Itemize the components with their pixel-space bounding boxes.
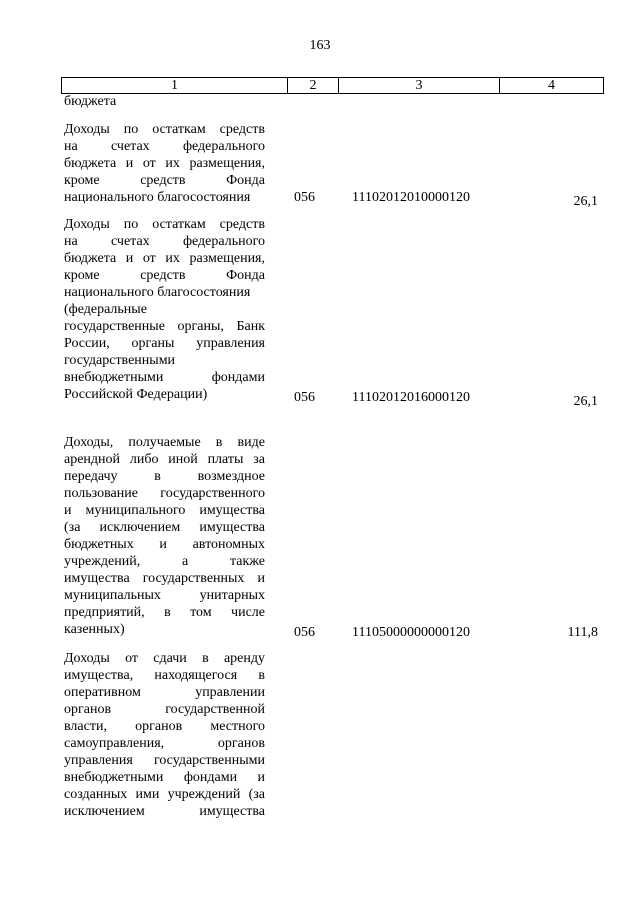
desc-line: муниципальных унитарных bbox=[64, 588, 265, 603]
desc-line: пользование государственного bbox=[64, 486, 265, 501]
row-3-code: 056 bbox=[294, 625, 315, 640]
row-3-amount: 111,8 bbox=[567, 625, 598, 640]
desc-line: России, органы управления bbox=[64, 336, 265, 351]
desc-line: внебюджетными фондами bbox=[64, 370, 265, 385]
desc-line: казенных) bbox=[64, 622, 125, 637]
row-1-code: 056 bbox=[294, 190, 315, 205]
desc-line: исключением имущества bbox=[64, 804, 265, 819]
row-2-description bbox=[64, 216, 265, 403]
desc-line: государственными bbox=[64, 353, 176, 368]
desc-line: Доходы от сдачи в аренду bbox=[64, 651, 265, 666]
continued-text bbox=[64, 93, 265, 110]
desc-line: имущества, находящегося в bbox=[64, 668, 265, 683]
row-3-kbk: 11105000000000120 bbox=[352, 625, 470, 640]
desc-line: кроме средств Фонда bbox=[64, 268, 265, 283]
desc-line: бюджета и от их размещения, bbox=[64, 251, 265, 266]
desc-line: (федеральные bbox=[64, 302, 147, 317]
row-1-kbk: 11102012010000120 bbox=[352, 190, 470, 205]
header-col-2: 2 bbox=[288, 78, 339, 94]
desc-line: на счетах федерального bbox=[64, 234, 265, 249]
desc-line: бюджетных и автономных bbox=[64, 537, 265, 552]
desc-line: предприятий, в том числе bbox=[64, 605, 265, 620]
desc-line: оперативном управлении bbox=[64, 685, 265, 700]
header-col-1: 1 bbox=[62, 78, 288, 94]
row-4-description bbox=[64, 650, 265, 820]
desc-line: управления государственными bbox=[64, 753, 265, 768]
page-number: 163 bbox=[309, 38, 331, 53]
table-header bbox=[61, 77, 604, 94]
desc-line: на счетах федерального bbox=[64, 139, 265, 154]
desc-line: и муниципального имущества bbox=[64, 503, 265, 518]
row-2-code: 056 bbox=[294, 390, 315, 405]
header-col-4: 4 bbox=[500, 78, 604, 94]
desc-line: Доходы, получаемые в виде bbox=[64, 435, 265, 450]
row-2-kbk: 11102012016000120 bbox=[352, 390, 470, 405]
desc-line: органов государственной bbox=[64, 702, 265, 717]
row-1-amount: 26,1 bbox=[573, 194, 598, 209]
desc-line: власти, органов местного bbox=[64, 719, 265, 734]
desc-line: имущества государственных и bbox=[64, 571, 265, 586]
desc-line: самоуправления, органов bbox=[64, 736, 265, 751]
desc-line: (за исключением имущества bbox=[64, 520, 265, 535]
desc-line: государственные органы, Банк bbox=[64, 319, 265, 334]
row-3-description bbox=[64, 434, 265, 638]
desc-line: учреждений, а также bbox=[64, 554, 265, 569]
desc-line: арендной либо иной платы за bbox=[64, 452, 265, 467]
desc-line: Доходы по остаткам средств bbox=[64, 217, 265, 232]
desc-line: внебюджетными фондами и bbox=[64, 770, 265, 785]
desc-line: национального благосостояния bbox=[64, 285, 251, 300]
header-row bbox=[62, 78, 604, 94]
desc-line: кроме средств Фонда bbox=[64, 173, 265, 188]
desc-line: Доходы по остаткам средств bbox=[64, 122, 265, 137]
row-2-amount: 26,1 bbox=[573, 394, 598, 409]
desc-line: Российской Федерации) bbox=[64, 387, 208, 402]
header-col-3: 3 bbox=[339, 78, 500, 94]
desc-line: национального благосостояния bbox=[64, 190, 251, 205]
desc-line: бюджета и от их размещения, bbox=[64, 156, 265, 171]
desc-line: передачу в возмездное bbox=[64, 469, 265, 484]
continued-text-line: бюджета bbox=[64, 94, 117, 109]
desc-line: созданных ими учреждений (за bbox=[64, 787, 265, 802]
row-1-description bbox=[64, 121, 265, 206]
